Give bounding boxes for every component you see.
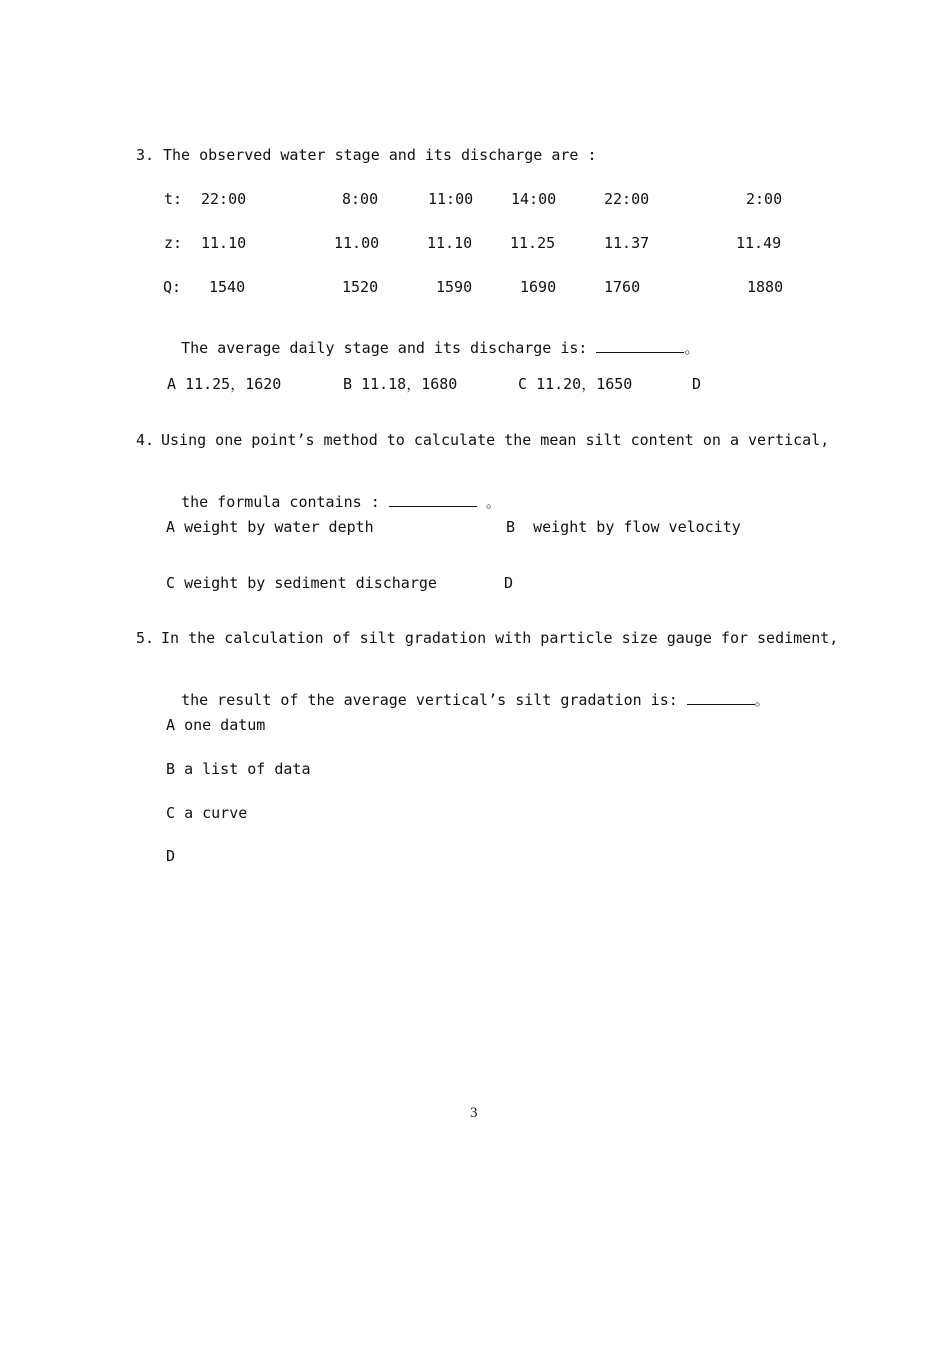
table-cell: 11:00 bbox=[428, 190, 474, 208]
table-cell: 1690 bbox=[520, 278, 557, 296]
option-c bbox=[166, 806, 247, 821]
option-d bbox=[166, 849, 175, 864]
option-text: weight by water depth bbox=[184, 518, 374, 536]
table-cell: 1590 bbox=[436, 278, 473, 296]
q4-line2-end: 。 bbox=[485, 493, 501, 511]
table-cell: 1520 bbox=[342, 278, 379, 296]
option-text: weight by flow velocity bbox=[533, 518, 741, 536]
option-c bbox=[166, 576, 437, 591]
option-text: weight by sediment discharge bbox=[184, 574, 437, 592]
option-a bbox=[167, 377, 281, 392]
answer-blank bbox=[389, 492, 477, 507]
option-letter: B bbox=[506, 518, 516, 536]
q5-number: 5. bbox=[136, 629, 155, 647]
page-number: 3 bbox=[470, 1105, 478, 1121]
option-letter: D bbox=[692, 375, 702, 393]
option-text: a curve bbox=[184, 804, 248, 822]
option-letter: C bbox=[166, 574, 176, 592]
table-cell: 11.10 bbox=[427, 234, 473, 252]
q4-line2: the formula contains : bbox=[181, 493, 380, 511]
row-label: Q: bbox=[163, 278, 182, 296]
table-cell: 2:00 bbox=[746, 190, 783, 208]
answer-blank bbox=[596, 338, 684, 353]
option-c bbox=[518, 377, 632, 392]
row-label: t: bbox=[164, 190, 183, 208]
table-cell: 11.49 bbox=[736, 234, 782, 252]
q5-line2: the result of the average vertical’s silt gradation is: bbox=[181, 691, 678, 709]
option-d bbox=[504, 576, 513, 591]
q3-prompt-line bbox=[163, 323, 700, 356]
table-cell: 22:00 bbox=[201, 190, 247, 208]
option-letter: A bbox=[167, 375, 177, 393]
option-text: a list of data bbox=[184, 760, 311, 778]
option-letter: C bbox=[518, 375, 528, 393]
row-label: z: bbox=[164, 234, 183, 252]
table-cell: 11.00 bbox=[334, 234, 380, 252]
option-letter: A bbox=[166, 716, 176, 734]
table-cell: 11.25 bbox=[510, 234, 556, 252]
option-b bbox=[166, 762, 311, 777]
option-text: 11.25，1620 bbox=[185, 375, 282, 393]
option-letter: B bbox=[343, 375, 353, 393]
option-d bbox=[692, 377, 701, 392]
q5-line1: In the calculation of silt gradation with particle size gauge for sediment, bbox=[161, 629, 839, 647]
q4-number: 4. bbox=[136, 431, 155, 449]
table-cell: 8:00 bbox=[342, 190, 379, 208]
table-cell: 1880 bbox=[747, 278, 784, 296]
option-letter: B bbox=[166, 760, 176, 778]
q5-line2-wrap bbox=[163, 675, 770, 708]
option-a bbox=[166, 520, 374, 535]
table-cell: 1760 bbox=[604, 278, 641, 296]
option-text: 11.20，1650 bbox=[536, 375, 633, 393]
q3-number: 3. bbox=[136, 146, 155, 164]
q4-line1: Using one point’s method to calculate the mean silt content on a vertical, bbox=[161, 431, 830, 449]
option-b bbox=[343, 377, 457, 392]
option-a bbox=[166, 718, 265, 733]
table-cell: 1540 bbox=[209, 278, 246, 296]
answer-blank bbox=[687, 690, 755, 705]
option-text: one datum bbox=[184, 716, 266, 734]
table-cell: 11.10 bbox=[201, 234, 247, 252]
option-text: 11.18，1680 bbox=[361, 375, 458, 393]
option-letter: D bbox=[504, 574, 514, 592]
q3-prompt-end: 。 bbox=[684, 339, 700, 357]
option-letter: A bbox=[166, 518, 176, 536]
table-cell: 22:00 bbox=[604, 190, 650, 208]
table-cell: 11.37 bbox=[604, 234, 650, 252]
q4-line2-wrap bbox=[163, 477, 501, 510]
q3-prompt: The average daily stage and its discharge is: bbox=[181, 339, 588, 357]
option-b bbox=[506, 520, 741, 535]
table-cell: 14:00 bbox=[511, 190, 557, 208]
option-letter: C bbox=[166, 804, 176, 822]
q5-line2-end: 。 bbox=[754, 691, 770, 709]
option-letter: D bbox=[166, 847, 176, 865]
q3-stem: The observed water stage and its discharge are : bbox=[163, 146, 597, 164]
